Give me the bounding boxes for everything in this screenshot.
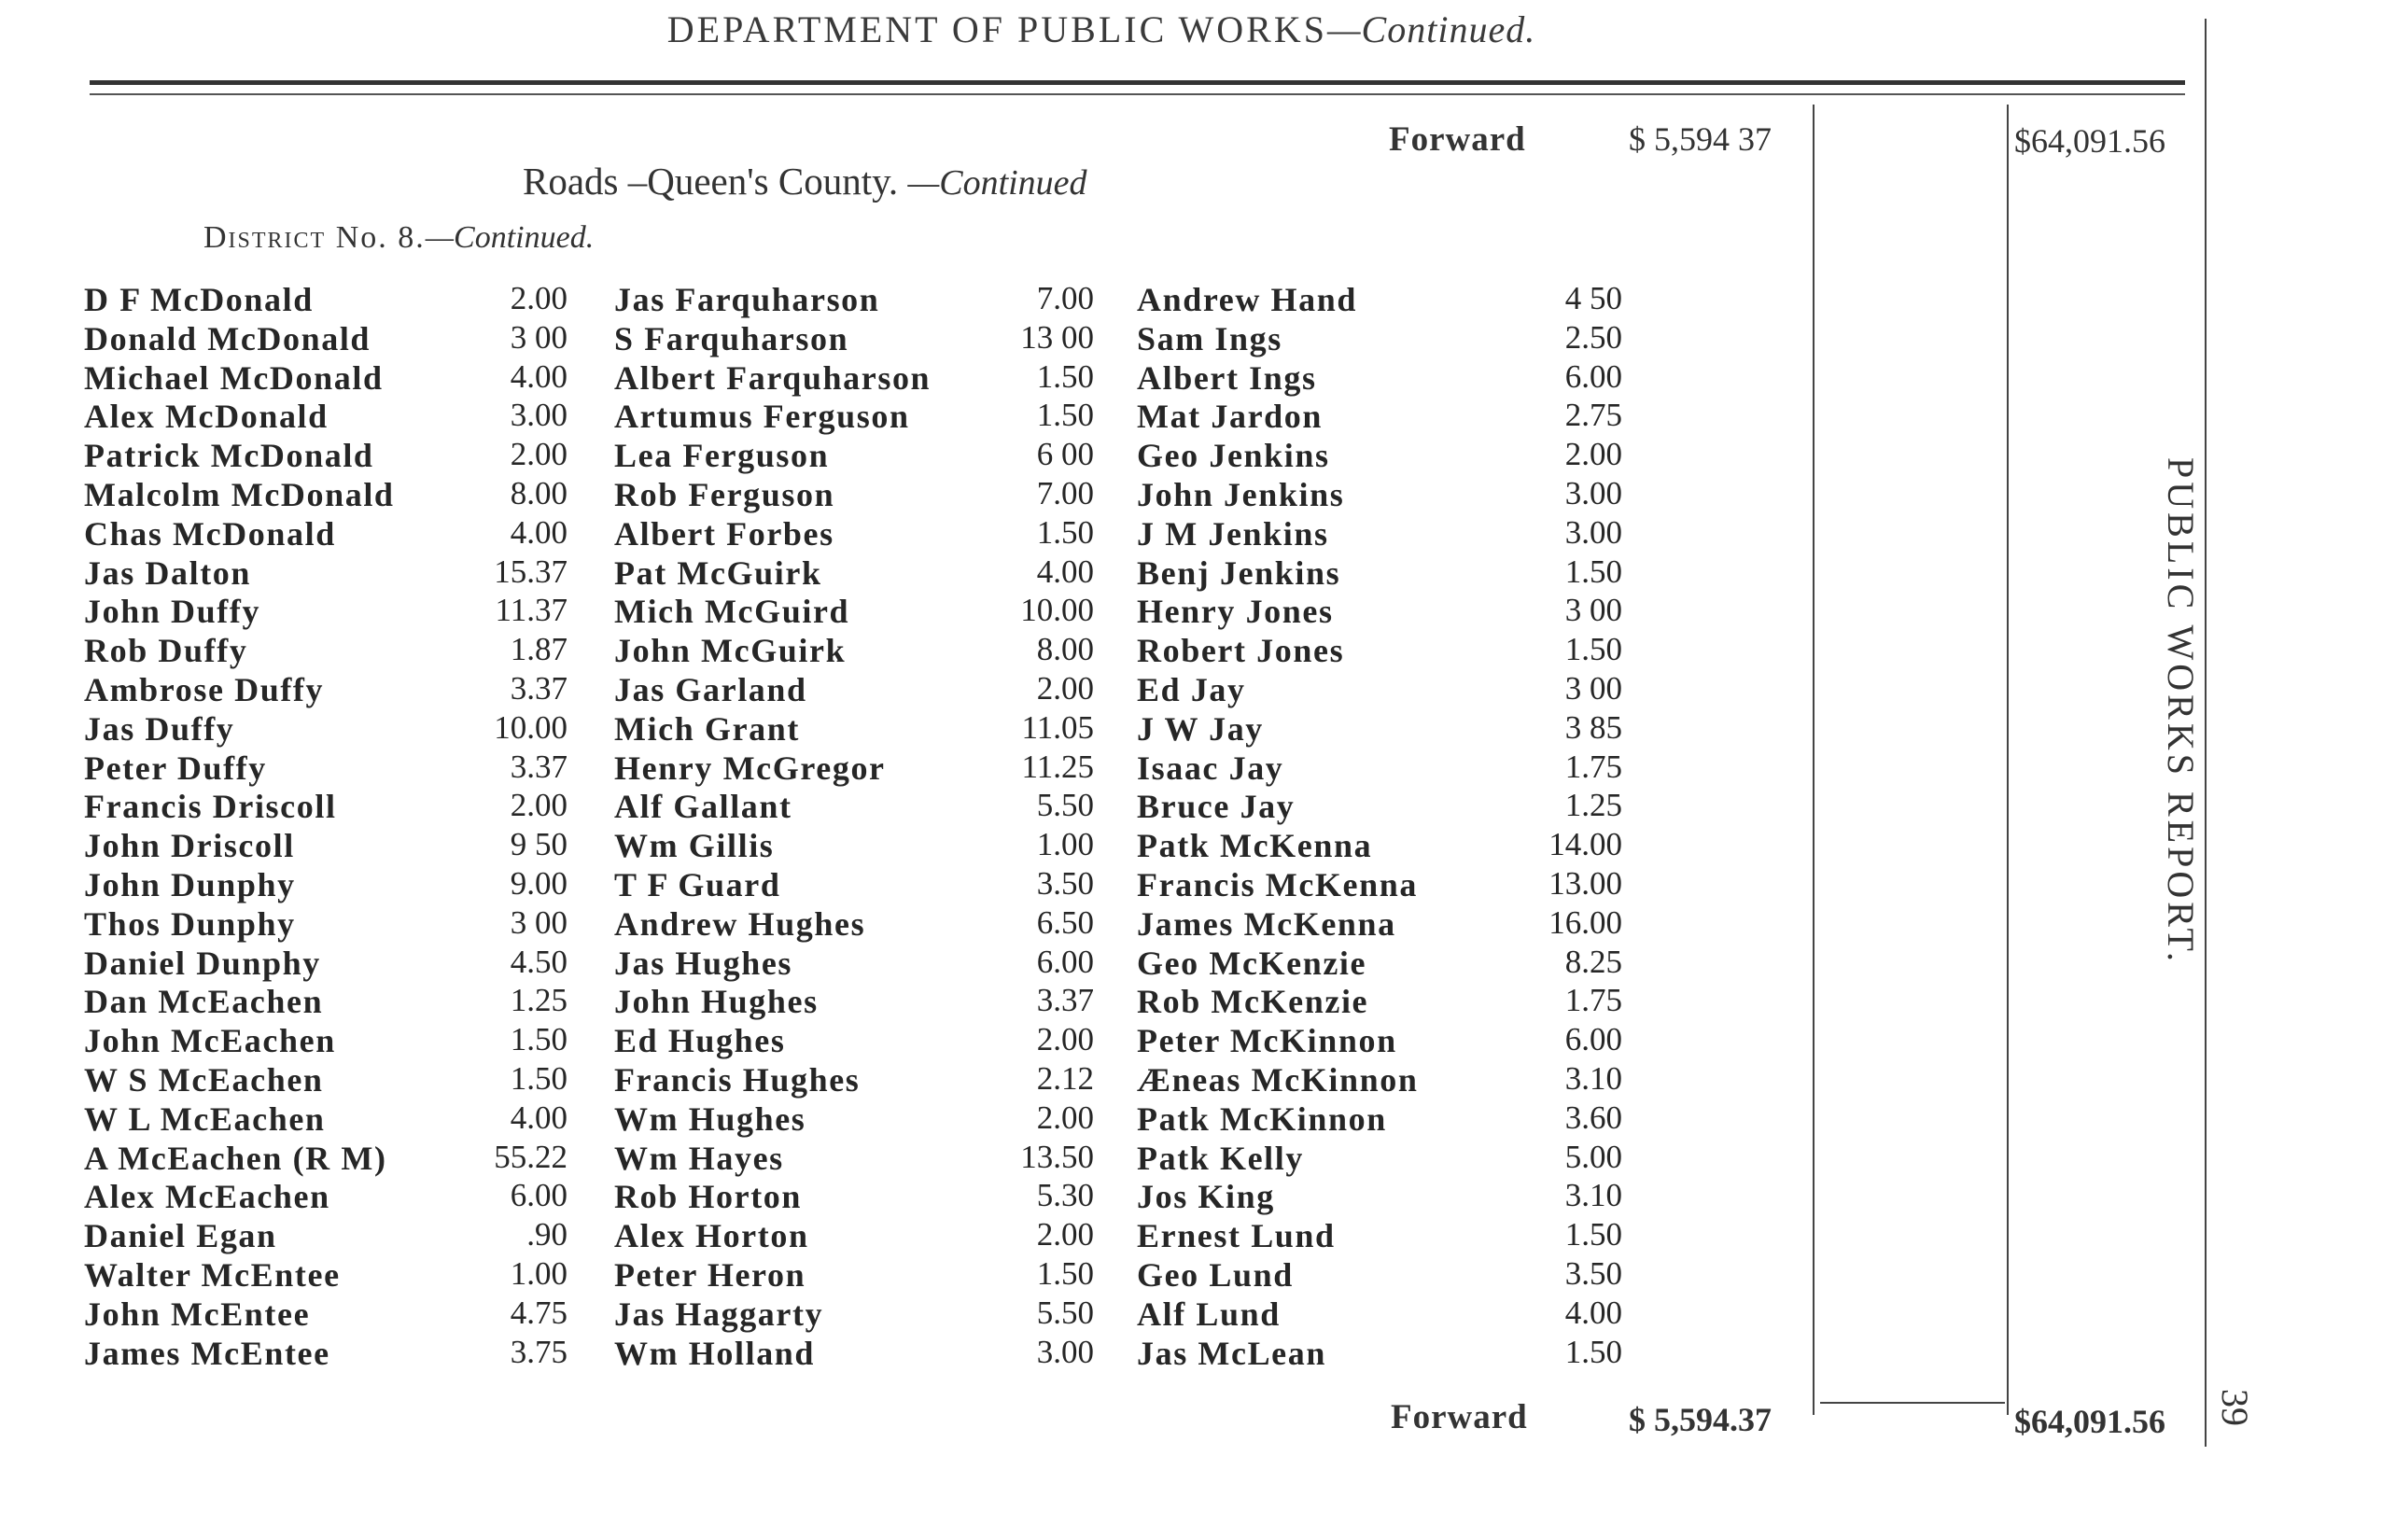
payee-name: A McEachen (R M)	[84, 1139, 387, 1177]
header-rule-thin	[90, 93, 2185, 95]
payee-amount: 2.75	[1564, 397, 1622, 434]
payee-amount: 3 85	[1564, 708, 1622, 746]
payee-name: Wm Hughes	[614, 1099, 806, 1138]
payee-name: Jas Haggarty	[614, 1295, 824, 1333]
payee-amount: 7.00	[1036, 280, 1094, 316]
payee-amount: 4.00	[510, 357, 567, 395]
payee-name: John Jenkins	[1137, 475, 1345, 513]
payee-name: Albert Forbes	[614, 514, 834, 553]
payee-amount: 2.12	[1036, 1059, 1094, 1097]
payee-name: John McGuirk	[614, 632, 847, 670]
payee-name: Albert Farquharson	[614, 358, 932, 397]
payee-amount: 5.50	[1036, 787, 1094, 824]
forward-bottom-label: Forward	[1391, 1398, 1528, 1436]
payee-amount: 4.00	[1564, 1294, 1622, 1331]
payee-name: Geo Lund	[1137, 1255, 1294, 1294]
payee-amount: 55.22	[494, 1138, 567, 1175]
header-title: DEPARTMENT OF PUBLIC WORKS	[666, 8, 1327, 50]
payee-amount: 4.50	[510, 943, 567, 980]
payee-name: Peter Heron	[614, 1255, 806, 1294]
payee-name: Francis McKenna	[1137, 865, 1418, 903]
payee-amount: 5.00	[1564, 1138, 1622, 1175]
payee-amount: 6.50	[1036, 903, 1094, 941]
payee-amount: 4 50	[1564, 280, 1622, 316]
payee-name: Peter Duffy	[84, 749, 267, 787]
section-name: Roads –Queen's County.	[523, 160, 899, 203]
payee-name: Patk McKenna	[1137, 827, 1373, 865]
payee-name: Patrick McDonald	[84, 437, 374, 475]
payee-amount: 3.10	[1564, 1059, 1622, 1097]
payee-name: James McKenna	[1137, 904, 1396, 943]
payee-amount: 2.00	[1036, 1099, 1094, 1136]
payee-name: Geo McKenzie	[1137, 944, 1367, 982]
payee-name: Jas Hughes	[614, 944, 793, 982]
payee-name: Mich Grant	[614, 709, 800, 748]
payee-name: Sam Ings	[1137, 319, 1282, 357]
payee-amount: 8.00	[1036, 631, 1094, 668]
payee-name: James McEntee	[84, 1334, 330, 1372]
payee-amount: 3.75	[510, 1333, 567, 1370]
payee-amount: 1.50	[1036, 357, 1094, 395]
payee-name: Robert Jones	[1137, 632, 1345, 670]
payee-amount: 3 00	[510, 903, 567, 941]
payee-name: Peter McKinnon	[1137, 1022, 1397, 1060]
payee-name: John Dunphy	[84, 865, 296, 903]
payee-amount: 2.00	[1036, 1216, 1094, 1253]
payee-name: Thos Dunphy	[84, 904, 296, 943]
payee-name: John Hughes	[614, 983, 819, 1021]
payee-name: Andrew Hughes	[614, 904, 866, 943]
payee-name: Daniel Egan	[84, 1217, 277, 1255]
payee-name: Æneas McKinnon	[1137, 1060, 1419, 1099]
payee-name: John Driscoll	[84, 827, 295, 865]
payee-amount: 7.00	[1036, 474, 1094, 511]
payee-name: Artumus Ferguson	[614, 398, 910, 436]
payee-amount: 6.00	[1564, 1021, 1622, 1058]
payee-name: Bruce Jay	[1137, 788, 1296, 826]
payee-name: Alex Horton	[614, 1217, 809, 1255]
payee-amount: 4.00	[510, 513, 567, 551]
payee-amount: 3.50	[1036, 864, 1094, 902]
payee-name: Mich McGuird	[614, 593, 850, 631]
district-label: District	[203, 220, 327, 255]
ledger-column-line	[1813, 105, 1815, 1415]
payee-amount: 8.00	[510, 474, 567, 511]
section-continued: —Continued	[907, 163, 1087, 203]
payee-name: Daniel Dunphy	[84, 944, 321, 982]
payee-name: Henry Jones	[1137, 593, 1334, 631]
header-continued: —Continued.	[1326, 8, 1536, 50]
payee-name: Jos King	[1137, 1178, 1275, 1216]
payee-amount: 11.37	[495, 592, 567, 629]
payee-amount: 3 00	[510, 318, 567, 356]
payee-name: Henry McGregor	[614, 749, 886, 787]
payee-name: Jas McLean	[1137, 1334, 1326, 1372]
forward-top-label: Forward	[1389, 120, 1526, 159]
payee-name: Mat Jardon	[1137, 398, 1323, 436]
payee-name: Lea Ferguson	[614, 437, 830, 475]
payee-amount: 10.00	[1020, 592, 1094, 629]
payee-amount: 5.30	[1036, 1177, 1094, 1214]
payee-name: T F Guard	[614, 865, 781, 903]
forward-bottom-total: $64,091.56	[2014, 1403, 2165, 1440]
payee-name: Donald McDonald	[84, 319, 371, 357]
total-underline	[1820, 1402, 2005, 1404]
payee-name: Alf Lund	[1137, 1295, 1281, 1333]
payee-amount: 15.37	[494, 553, 567, 590]
payee-amount: 3.37	[510, 748, 567, 785]
payee-amount: 3 00	[1564, 669, 1622, 707]
payee-name: Rob Ferguson	[614, 475, 835, 513]
payee-name: Ed Jay	[1137, 670, 1246, 708]
payee-name: Jas Garland	[614, 670, 807, 708]
payee-amount: 1.50	[1564, 553, 1622, 590]
payee-amount: 4.00	[510, 1099, 567, 1136]
payee-amount: 9 50	[510, 826, 567, 863]
payee-amount: 5.50	[1036, 1294, 1094, 1331]
payee-amount: 1.75	[1564, 982, 1622, 1019]
payee-amount: 3.00	[1564, 513, 1622, 551]
district-heading	[203, 220, 594, 256]
payee-name: Jas Farquharson	[614, 281, 880, 318]
payee-name: Wm Holland	[614, 1334, 816, 1372]
payee-name: Dan McEachen	[84, 983, 324, 1021]
payee-amount: 1.00	[510, 1254, 567, 1292]
payee-amount: 4.75	[510, 1294, 567, 1331]
payee-name: Isaac Jay	[1137, 749, 1284, 787]
payee-name: Patk Kelly	[1137, 1139, 1304, 1177]
payee-name: Ed Hughes	[614, 1022, 786, 1060]
payee-name: Rob McKenzie	[1137, 983, 1369, 1021]
payee-amount: 10.00	[494, 708, 567, 746]
payee-name: Ernest Lund	[1137, 1217, 1336, 1255]
payee-amount: 1.75	[1564, 748, 1622, 785]
payee-name: Malcolm McDonald	[84, 475, 395, 513]
payee-amount: 2.00	[510, 787, 567, 824]
payee-name: Jas Dalton	[84, 553, 252, 592]
payee-amount: 13.00	[1548, 864, 1622, 902]
district-number: No. 8.	[335, 220, 426, 255]
payee-amount: 6 00	[1036, 436, 1094, 473]
payee-name: J W Jay	[1137, 709, 1264, 748]
payee-amount: 3.10	[1564, 1177, 1622, 1214]
payee-name: Francis Hughes	[614, 1060, 861, 1099]
payee-amount: 1.25	[510, 982, 567, 1019]
payee-amount: 3.00	[1036, 1333, 1094, 1370]
page-header	[0, 7, 2203, 51]
payee-name: Benj Jenkins	[1137, 553, 1341, 592]
payee-name: Geo Jenkins	[1137, 437, 1330, 475]
payee-amount: 8.25	[1564, 943, 1622, 980]
payee-name: John McEntee	[84, 1295, 311, 1333]
payee-amount: 1.25	[1564, 787, 1622, 824]
payee-amount: 1.00	[1036, 826, 1094, 863]
payee-name: John Duffy	[84, 593, 261, 631]
payee-amount: 2.00	[1564, 436, 1622, 473]
payee-amount: 6.00	[1036, 943, 1094, 980]
payee-amount: 6.00	[510, 1177, 567, 1214]
payee-amount: 1.50	[1036, 397, 1094, 434]
forward-top-total: $64,091.56	[2014, 122, 2165, 160]
payee-name: Alex McDonald	[84, 398, 329, 436]
payee-name: Jas Duffy	[84, 709, 235, 748]
payee-amount: 4.00	[1036, 553, 1094, 590]
payee-name: John McEachen	[84, 1022, 336, 1060]
payee-name: Wm Gillis	[614, 827, 775, 865]
payee-name: S Farquharson	[614, 319, 849, 357]
payee-name: D F McDonald	[84, 281, 314, 318]
payee-name: Ambrose Duffy	[84, 670, 325, 708]
payee-amount: 1.50	[510, 1059, 567, 1097]
payee-name: Patk McKinnon	[1137, 1099, 1387, 1138]
payee-amount: 1.50	[510, 1021, 567, 1058]
payee-name: Walter McEntee	[84, 1255, 341, 1294]
section-title	[523, 159, 1087, 203]
payee-amount: 1.50	[1036, 1254, 1094, 1292]
payee-amount: .90	[526, 1216, 567, 1253]
payee-amount: 1.50	[1564, 631, 1622, 668]
payee-amount: 1.87	[510, 631, 567, 668]
payee-amount: 14.00	[1548, 826, 1622, 863]
page-number: 39	[2214, 1389, 2256, 1426]
payee-name: Albert Ings	[1137, 358, 1317, 397]
payee-amount: 2.00	[1036, 1021, 1094, 1058]
payee-name: J M Jenkins	[1137, 514, 1329, 553]
payee-amount: 3.60	[1564, 1099, 1622, 1136]
payee-amount: 2.00	[1036, 669, 1094, 707]
payee-amount: 3.50	[1564, 1254, 1622, 1292]
payee-amount: 2.50	[1564, 318, 1622, 356]
ledger-column-line	[2007, 105, 2009, 1415]
payee-amount: 1.50	[1564, 1333, 1622, 1370]
payee-amount: 2.00	[510, 436, 567, 473]
payee-amount: 3 00	[1564, 592, 1622, 629]
payee-name: Pat McGuirk	[614, 553, 822, 592]
payee-name: Michael McDonald	[84, 358, 384, 397]
payee-amount: 1.50	[1564, 1216, 1622, 1253]
payee-amount: 13 00	[1020, 318, 1094, 356]
payee-amount: 11.25	[1021, 748, 1094, 785]
payee-amount: 6.00	[1564, 357, 1622, 395]
payee-amount: 3.00	[510, 397, 567, 434]
payee-name: Alf Gallant	[614, 788, 792, 826]
payee-name: Wm Hayes	[614, 1139, 784, 1177]
forward-bottom-amount: $ 5,594.37	[1629, 1401, 1772, 1438]
payee-amount: 16.00	[1548, 903, 1622, 941]
payee-name: Alex McEachen	[84, 1178, 330, 1216]
district-continued: —Continued.	[425, 220, 595, 255]
payee-amount: 3.37	[1036, 982, 1094, 1019]
payee-name: Francis Driscoll	[84, 788, 337, 826]
payee-amount: 3.00	[1564, 474, 1622, 511]
payee-name: W S McEachen	[84, 1060, 324, 1099]
payee-name: Rob Duffy	[84, 632, 248, 670]
payee-amount: 11.05	[1021, 708, 1094, 746]
payee-name: Rob Horton	[614, 1178, 803, 1216]
payee-amount: 3.37	[510, 669, 567, 707]
payee-amount: 2.00	[510, 280, 567, 316]
payee-amount: 13.50	[1020, 1138, 1094, 1175]
page-edge-line	[2205, 19, 2207, 1447]
payee-amount: 1.50	[1036, 513, 1094, 551]
payee-name: Andrew Hand	[1137, 281, 1357, 318]
header-rule-thick	[90, 80, 2185, 85]
payee-amount: 9.00	[510, 864, 567, 902]
payee-name: W L McEachen	[84, 1099, 326, 1138]
payee-name: Chas McDonald	[84, 514, 336, 553]
side-running-title: PUBLIC WORKS REPORT.	[2160, 457, 2202, 965]
forward-top-amount: $ 5,594 37	[1629, 120, 1772, 158]
